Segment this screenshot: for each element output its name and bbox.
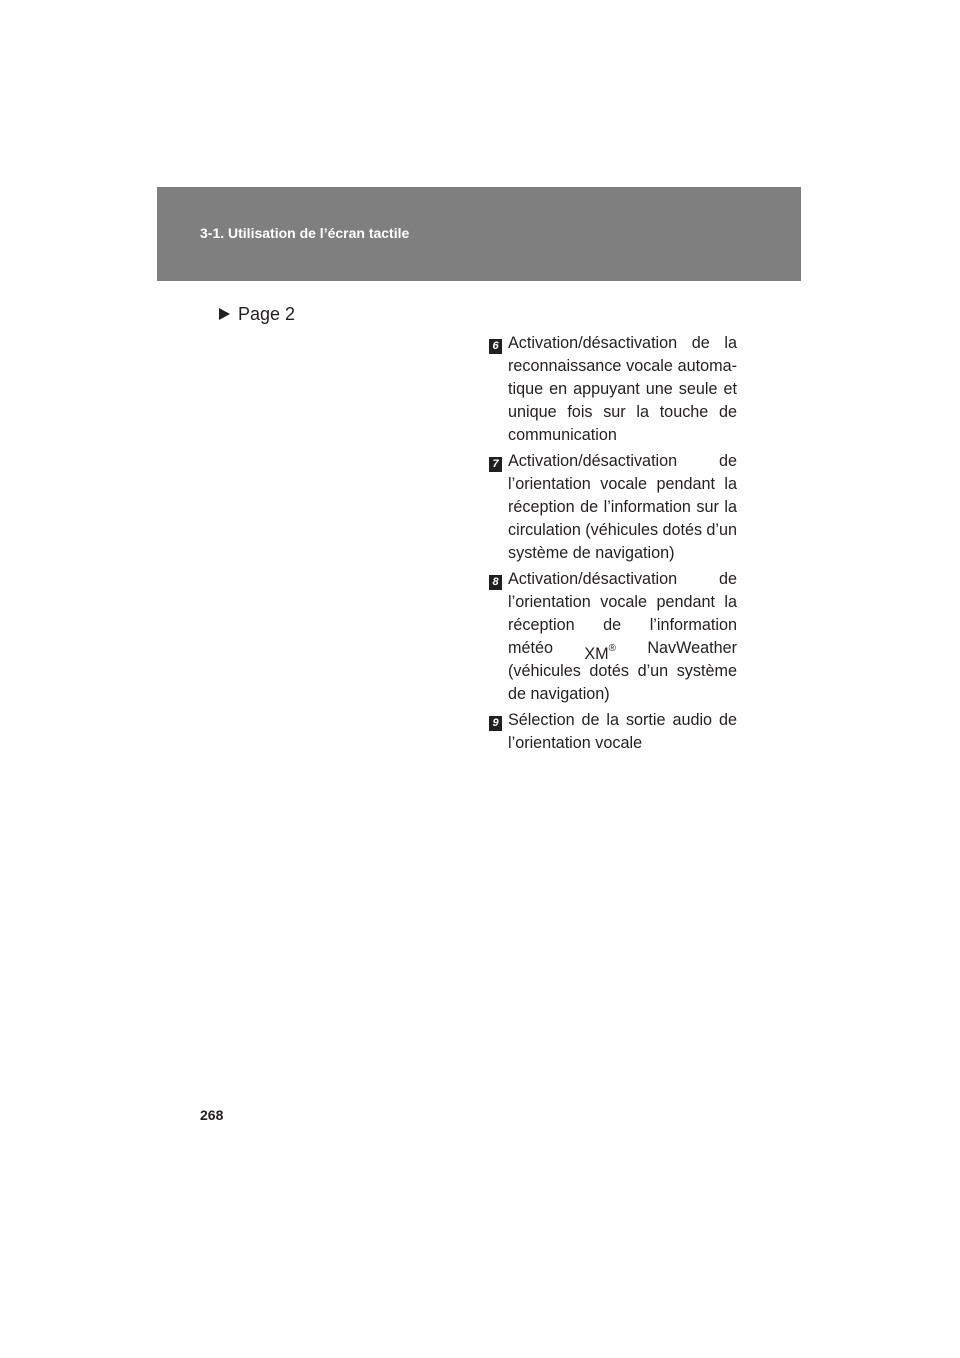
item-text-line: l’orientation vocale pendant la [508, 475, 737, 493]
item-text-line: circulation (véhicules dotés d’un [508, 521, 737, 539]
section-header-band [157, 187, 801, 281]
item-text-line: de navigation) [508, 685, 610, 703]
list-item [489, 450, 737, 565]
item-text-line: réception de l’information [508, 616, 737, 634]
item-text-line: l’orientation vocale pendant la [508, 593, 737, 611]
list-item [489, 332, 737, 447]
item-number-badge: 8 [489, 575, 502, 590]
settings-item-list [489, 332, 737, 758]
list-item [489, 709, 737, 755]
right-triangle-icon [219, 308, 230, 320]
page-number: 268 [200, 1107, 224, 1123]
section-title: 3-1. Utilisation de l’écran tactile [200, 225, 410, 241]
item-text-line: Activation/désactivation de [508, 570, 737, 588]
item-number-badge: 6 [489, 339, 502, 354]
item-text-line: Activation/désactivation de [508, 452, 737, 470]
list-item [489, 568, 737, 706]
item-text-line: système de navigation) [508, 544, 675, 562]
item-text-line: (véhicules dotés d’un système [508, 662, 737, 680]
page-subtitle: Page 2 [238, 304, 296, 324]
item-text-line: tique en appuyant une seule et [508, 380, 737, 398]
item-text-line: communication [508, 426, 617, 444]
item-text-line: météo XM® NavWeather [508, 639, 737, 663]
item-text-line: Sélection de la sortie audio de [508, 711, 737, 729]
item-text-line: l’orientation vocale [508, 734, 643, 752]
item-number-badge: 9 [489, 716, 502, 731]
item-text-line: unique fois sur la touche de [508, 403, 737, 421]
item-text-line: reconnaissance vocale automa- [508, 357, 737, 375]
registered-mark: ® [608, 643, 616, 654]
item-text-line: réception de l’information sur la [508, 498, 737, 516]
item-number-badge: 7 [489, 457, 502, 472]
page-subtitle-row [219, 304, 295, 325]
item-text-line: Activation/désactivation de la [508, 334, 737, 352]
